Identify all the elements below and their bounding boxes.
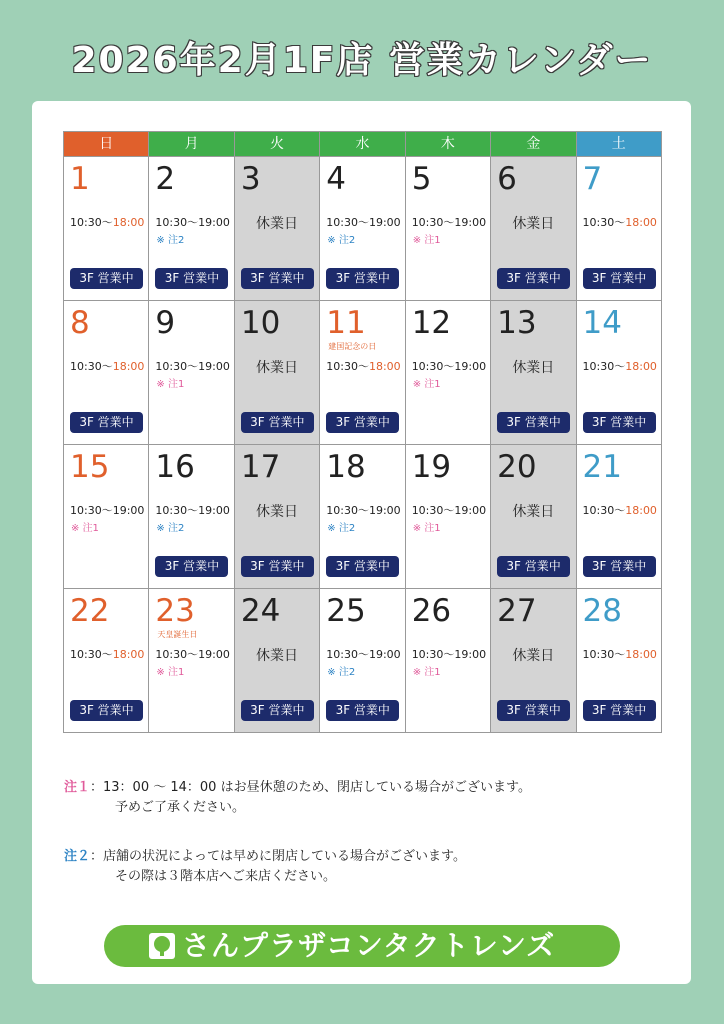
hours-end: 19:00 <box>454 360 487 373</box>
day-note: ※ 注2 <box>156 235 185 246</box>
calendar-day-cell <box>64 301 149 444</box>
holiday-name: 建国記念の日 <box>328 342 377 351</box>
third-floor-open-badge: 3F 営業中 <box>155 556 228 577</box>
day-number: 23 <box>155 593 195 629</box>
hours-end: 19:00 <box>112 504 145 517</box>
day-number: 17 <box>240 449 281 485</box>
day-note: ※ 注1 <box>412 667 441 678</box>
note2-label: 注２ <box>64 849 91 864</box>
closed-day-label: 休業日 <box>512 360 555 376</box>
hours-end: 18:00 <box>112 360 145 373</box>
hours-start: 10:30～ <box>155 360 199 373</box>
third-floor-open-badge: 3F 営業中 <box>70 268 143 289</box>
business-hours <box>412 646 486 662</box>
hours-end: 19:00 <box>368 648 401 661</box>
calendar-day-cell <box>64 157 149 300</box>
day-number: 14 <box>582 305 622 341</box>
calendar-day-cell <box>491 157 576 300</box>
day-number: 15 <box>70 449 110 485</box>
footnote-2 <box>64 847 466 887</box>
third-floor-open-badge: 3F 営業中 <box>241 556 314 577</box>
third-floor-open-badge: 3F 営業中 <box>70 700 143 721</box>
hours-start: 10:30～ <box>155 504 199 517</box>
day-number: 20 <box>497 449 537 485</box>
hours-start: 10:30～ <box>70 216 113 229</box>
hours-start: 10:30～ <box>326 648 369 661</box>
day-number: 2 <box>155 161 176 197</box>
hours-end: 19:00 <box>368 504 401 517</box>
third-floor-open-badge: 3F 営業中 <box>241 268 314 289</box>
calendar-day-cell <box>406 589 491 732</box>
hours-start: 10:30～ <box>582 648 626 661</box>
closed-day-label: 休業日 <box>512 216 555 232</box>
calendar-day-cell <box>235 157 320 300</box>
closed-day-label: 休業日 <box>256 648 299 664</box>
closed-day-label: 休業日 <box>256 360 299 376</box>
hours-end: 18:00 <box>112 648 145 661</box>
logo-text: さんプラザコンタクトレンズ <box>182 929 556 962</box>
calendar-grid <box>63 131 662 733</box>
calendar-day-cell <box>235 445 320 588</box>
business-hours <box>155 214 229 230</box>
day-number: 8 <box>70 305 90 341</box>
calendar-day-cell <box>149 301 234 444</box>
note2-text-line2: その際は３階本店へご来店ください。 <box>115 869 337 884</box>
day-number: 26 <box>411 593 452 629</box>
hours-end: 19:00 <box>198 216 230 229</box>
note1-text-line2: 予めご了承ください。 <box>115 800 246 815</box>
calendar-day-cell <box>235 589 320 732</box>
business-hours <box>583 358 657 374</box>
calendar-day-cell <box>577 445 661 588</box>
day-number: 24 <box>240 593 281 629</box>
third-floor-open-badge: 3F 営業中 <box>326 700 399 721</box>
calendar-day-cell <box>577 157 661 300</box>
hours-end: 18:00 <box>368 360 401 373</box>
business-hours <box>412 502 486 518</box>
calendar-day-cell <box>320 157 405 300</box>
third-floor-open-badge: 3F 営業中 <box>155 268 228 289</box>
hours-start: 10:30～ <box>411 216 455 229</box>
third-floor-open-badge: 3F 営業中 <box>583 412 656 433</box>
third-floor-open-badge: 3F 営業中 <box>497 556 570 577</box>
day-number: 3 <box>240 161 261 197</box>
calendar-day-cell <box>235 301 320 444</box>
hours-end: 19:00 <box>198 504 230 517</box>
hours-end: 19:00 <box>198 648 230 661</box>
business-hours <box>70 646 144 662</box>
hours-start: 10:30～ <box>582 216 626 229</box>
footnote-1 <box>64 778 531 818</box>
calendar-day-cell <box>406 157 491 300</box>
calendar-day-cell <box>149 589 234 732</box>
day-note: ※ 注2 <box>327 523 356 534</box>
day-note: ※ 注1 <box>71 523 99 534</box>
hours-end: 19:00 <box>454 216 487 229</box>
calendar-day-cell <box>64 589 149 732</box>
day-number: 7 <box>582 161 603 197</box>
day-note: ※ 注1 <box>412 379 441 390</box>
day-note: ※ 注2 <box>156 523 185 534</box>
hours-start: 10:30～ <box>411 504 455 517</box>
weekday-header-4: 木 <box>406 132 491 156</box>
hours-end: 18:00 <box>112 216 145 229</box>
weekday-header-2: 火 <box>235 132 320 156</box>
day-number: 11 <box>326 305 366 341</box>
calendar-day-cell <box>491 301 576 444</box>
hours-start: 10:30～ <box>70 648 113 661</box>
third-floor-open-badge: 3F 営業中 <box>241 412 314 433</box>
day-number: 25 <box>326 593 366 629</box>
calendar-day-cell <box>149 445 234 588</box>
day-number: 4 <box>326 161 346 197</box>
calendar-day-cell <box>320 301 405 444</box>
holiday-name: 天皇誕生日 <box>157 630 198 639</box>
hours-start: 10:30～ <box>411 648 455 661</box>
business-hours <box>326 502 400 518</box>
calendar-day-cell <box>320 445 405 588</box>
business-hours <box>155 646 229 662</box>
day-number: 19 <box>411 449 452 485</box>
weekday-header-5: 金 <box>491 132 576 156</box>
business-hours <box>70 358 144 374</box>
third-floor-open-badge: 3F 営業中 <box>241 700 314 721</box>
hours-end: 18:00 <box>625 504 657 517</box>
third-floor-open-badge: 3F 営業中 <box>583 268 656 289</box>
hours-start: 10:30～ <box>155 648 199 661</box>
hours-start: 10:30～ <box>582 504 626 517</box>
calendar-weeks <box>64 156 661 732</box>
third-floor-open-badge: 3F 営業中 <box>583 556 656 577</box>
day-number: 22 <box>70 593 110 629</box>
day-number: 12 <box>411 305 452 341</box>
hours-start: 10:30～ <box>70 504 113 517</box>
hours-end: 18:00 <box>625 216 657 229</box>
third-floor-open-badge: 3F 営業中 <box>497 268 570 289</box>
hours-start: 10:30～ <box>326 360 369 373</box>
day-number: 10 <box>240 305 281 341</box>
third-floor-open-badge: 3F 営業中 <box>326 268 399 289</box>
business-hours <box>326 646 400 662</box>
third-floor-open-badge: 3F 営業中 <box>497 412 570 433</box>
business-hours <box>155 358 229 374</box>
hours-start: 10:30～ <box>582 360 626 373</box>
weekday-header-6: 土 <box>577 132 661 156</box>
day-note: ※ 注2 <box>327 235 356 246</box>
day-number: 5 <box>411 161 432 197</box>
closed-day-label: 休業日 <box>512 504 555 520</box>
business-hours <box>155 502 229 518</box>
day-note: ※ 注1 <box>156 379 185 390</box>
calendar-week-row <box>64 156 661 300</box>
third-floor-open-badge: 3F 営業中 <box>326 412 399 433</box>
day-note: ※ 注1 <box>412 235 441 246</box>
logo-mark-icon <box>149 933 175 959</box>
calendar-card <box>32 101 691 984</box>
calendar-day-cell <box>149 157 234 300</box>
hours-end: 19:00 <box>454 504 487 517</box>
day-number: 6 <box>497 161 517 197</box>
business-hours <box>583 214 657 230</box>
page-title: 2026年2月1F店 営業カレンダー <box>71 40 653 81</box>
third-floor-open-badge: 3F 営業中 <box>583 700 656 721</box>
day-number: 21 <box>582 449 622 485</box>
hours-end: 18:00 <box>625 360 657 373</box>
closed-day-label: 休業日 <box>256 504 299 520</box>
business-hours <box>412 214 486 230</box>
hours-end: 18:00 <box>625 648 657 661</box>
weekday-header-3: 水 <box>320 132 405 156</box>
calendar-week-row <box>64 444 661 588</box>
day-number: 28 <box>582 593 622 629</box>
third-floor-open-badge: 3F 営業中 <box>497 700 570 721</box>
business-hours <box>326 214 400 230</box>
calendar-day-cell <box>491 589 576 732</box>
business-hours <box>583 502 657 518</box>
calendar-week-row <box>64 300 661 444</box>
weekday-header-1: 月 <box>149 132 234 156</box>
calendar-day-cell <box>577 301 661 444</box>
weekday-header-0: 日 <box>64 132 149 156</box>
note2-text-line1: ：店舗の状況によっては早めに閉店している場合がございます。 <box>90 849 466 864</box>
business-hours <box>70 214 144 230</box>
day-number: 27 <box>497 593 537 629</box>
hours-end: 19:00 <box>198 360 230 373</box>
calendar-week-row <box>64 588 661 732</box>
third-floor-open-badge: 3F 営業中 <box>326 556 399 577</box>
calendar-day-cell <box>64 445 149 588</box>
brand-logo <box>104 925 620 967</box>
weekday-header <box>64 132 661 156</box>
hours-end: 19:00 <box>368 216 401 229</box>
day-number: 13 <box>497 305 537 341</box>
hours-start: 10:30～ <box>155 216 199 229</box>
hours-start: 10:30～ <box>70 360 113 373</box>
hours-end: 19:00 <box>454 648 487 661</box>
business-hours <box>583 646 657 662</box>
closed-day-label: 休業日 <box>256 216 299 232</box>
day-number: 9 <box>155 305 176 341</box>
day-number: 16 <box>155 449 195 485</box>
business-hours <box>70 502 144 518</box>
calendar-day-cell <box>577 589 661 732</box>
calendar-day-cell <box>320 589 405 732</box>
day-note: ※ 注1 <box>156 667 185 678</box>
day-number: 1 <box>70 161 90 197</box>
day-note: ※ 注1 <box>412 523 441 534</box>
hours-start: 10:30～ <box>326 504 369 517</box>
business-hours <box>326 358 400 374</box>
hours-start: 10:30～ <box>411 360 455 373</box>
day-note: ※ 注2 <box>327 667 356 678</box>
calendar-day-cell <box>406 445 491 588</box>
day-number: 18 <box>326 449 366 485</box>
closed-day-label: 休業日 <box>512 648 555 664</box>
business-hours <box>412 358 486 374</box>
calendar-day-cell <box>406 301 491 444</box>
note1-label: 注１ <box>64 780 91 795</box>
hours-start: 10:30～ <box>326 216 369 229</box>
note1-text-line1: ：13：00 ～ 14：00 はお昼休憩のため、閉店している場合がございます。 <box>90 780 532 795</box>
third-floor-open-badge: 3F 営業中 <box>70 412 143 433</box>
calendar-day-cell <box>491 445 576 588</box>
